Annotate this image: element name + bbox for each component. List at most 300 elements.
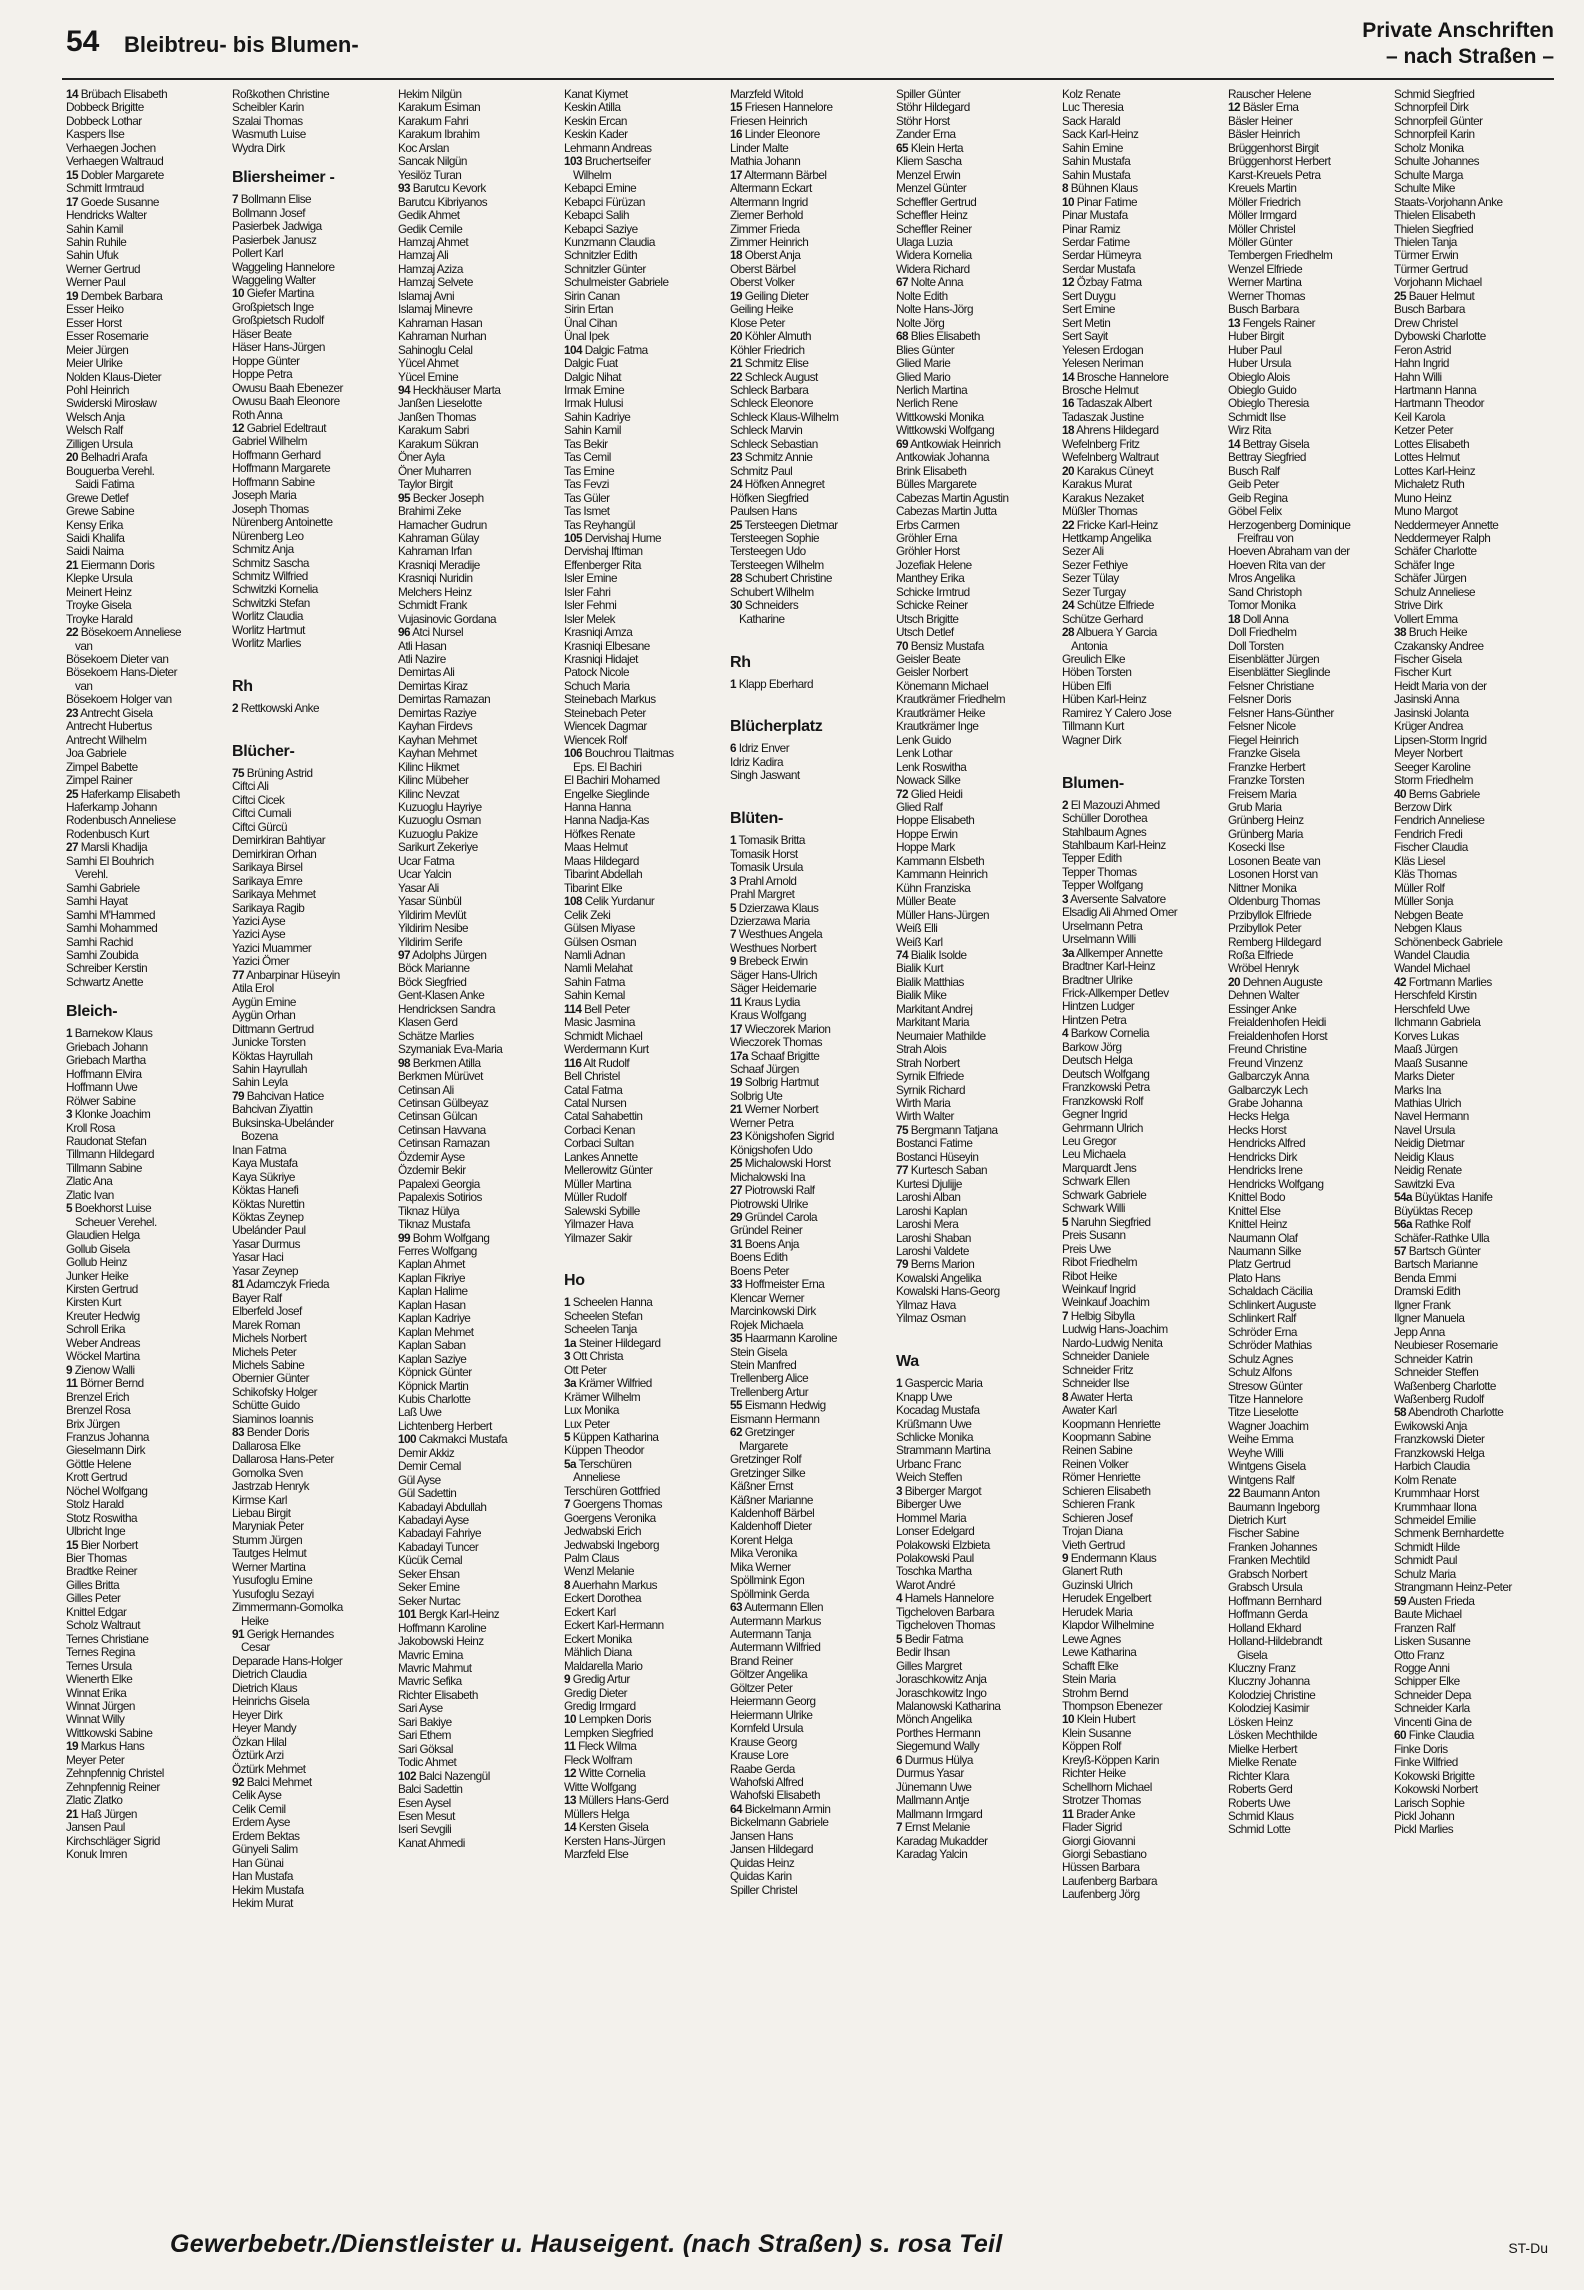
resident-entry: Weber Andreas <box>66 1335 140 1350</box>
resident-entry: 116 Alt Rudolf <box>564 1055 630 1070</box>
resident-entry: Utsch Brigitte <box>896 611 959 626</box>
resident-entry: Obieglo Guido <box>1228 382 1297 397</box>
house-number: 28 <box>1062 625 1075 640</box>
resident-entry: 55 Eismann Hedwig <box>730 1398 826 1413</box>
resident-entry: Schnorpfeil Dirk <box>1394 100 1469 115</box>
resident-entry: Brüggenhorst Herbert <box>1228 154 1331 169</box>
resident-entry: Kilinc Nevzat <box>398 786 460 801</box>
resident-entry: Storm Friedhelm <box>1394 773 1473 788</box>
resident-entry: Salewski Sybille <box>564 1203 640 1218</box>
resident-entry: Hoffmann Elvira <box>66 1066 142 1081</box>
resident-entry: Quidas Karin <box>730 1869 792 1884</box>
resident-entry: Demirkiran Bahtiyar <box>232 833 326 848</box>
resident-entry: Schneider Katrin <box>1394 1351 1473 1366</box>
resident-entry: 1 Klapp Eberhard <box>730 676 814 691</box>
resident-entry: Rodenbusch Anneliese <box>66 813 176 828</box>
house-number: 14 <box>1062 369 1075 384</box>
resident-entry: Holland Ekhard <box>1228 1620 1301 1635</box>
resident-entry: Hettkamp Angelika <box>1062 530 1152 545</box>
resident-entry: Schubert Wilhelm <box>730 584 814 599</box>
resident-entry: 99 Bohm Wolfgang <box>398 1230 490 1245</box>
resident-entry: Schneider Ilse <box>1062 1376 1130 1391</box>
resident-entry: Trellenberg Alice <box>730 1371 809 1386</box>
resident-entry: Welsch Ralf <box>66 423 123 438</box>
resident-entry: Joseph Maria <box>232 488 297 503</box>
resident-entry: Lottes Karl-Heinz <box>1394 463 1476 478</box>
resident-entry: Bialik Kurt <box>896 961 944 976</box>
resident-entry: Kersten Hans-Jürgen <box>564 1833 666 1848</box>
house-number: 17 <box>66 194 79 209</box>
resident-entry: Richter Elisabeth <box>398 1687 478 1702</box>
resident-entry: Bier Thomas <box>66 1551 127 1566</box>
resident-entry: Frick-Allkemper Detlev <box>1062 986 1169 1000</box>
resident-entry: Sirin Canan <box>564 288 620 303</box>
resident-entry: Waggeling Walter <box>232 272 316 287</box>
resident-entry: Marzfeld Else <box>564 1847 629 1861</box>
resident-entry: Biberger Uwe <box>896 1497 961 1512</box>
resident-entry: Isler Emine <box>564 571 617 586</box>
house-number: 1 <box>564 1295 571 1310</box>
house-number: 105 <box>564 530 583 545</box>
spacer <box>730 691 892 704</box>
house-number: 99 <box>398 1230 411 1245</box>
resident-entry: Sarikurt Zekeriye <box>398 840 478 855</box>
directory-column <box>896 88 1058 2208</box>
resident-entry: 79 Bahcivan Hatice <box>232 1088 324 1103</box>
resident-entry: Schellhorn Michael <box>1062 1779 1152 1794</box>
resident-entry: Laufenberg Barbara <box>1062 1873 1158 1888</box>
resident-entry: Franzke Gisela <box>1228 746 1300 761</box>
resident-entry: 91 Gerigk Hernandes <box>232 1627 334 1642</box>
house-number: 22 <box>66 625 79 640</box>
resident-entry: 13 Fengels Rainer <box>1228 315 1316 330</box>
resident-entry: Sarikaya Birsel <box>232 860 303 875</box>
house-number: 11 <box>730 994 742 1009</box>
resident-entry: Gedik Ahmet <box>398 208 460 223</box>
resident-entry: Tiknaz Hülya <box>398 1203 460 1218</box>
resident-entry: Dehnen Walter <box>1228 988 1300 1003</box>
resident-entry: Marquardt Jens <box>1062 1160 1137 1175</box>
resident-entry: Fischer Claudia <box>1394 840 1468 855</box>
resident-entry: Rauscher Helene <box>1228 88 1311 101</box>
resident-entry: 20 Belhadri Arafa <box>66 450 148 465</box>
resident-entry: Kaplan Kadriye <box>398 1311 471 1326</box>
resident-entry: Atli Nazire <box>398 652 446 667</box>
resident-entry: 22 Baumann Anton <box>1228 1486 1320 1501</box>
resident-entry: Weyhe Willi <box>1228 1445 1284 1460</box>
resident-entry: 3 Ott Christa <box>564 1349 624 1364</box>
resident-entry: Karakus Nezaket <box>1062 490 1144 505</box>
resident-entry: Terschüren Gottfried <box>564 1483 660 1498</box>
resident-entry: Cetinsan Gülbeyaz <box>398 1095 489 1110</box>
resident-entry: Michalowski Ina <box>730 1169 806 1184</box>
resident-entry: 101 Bergk Karl-Heinz <box>398 1607 500 1622</box>
resident-entry: Aygün Orhan <box>232 1008 296 1023</box>
resident-entry: Lottes Helmut <box>1394 450 1460 465</box>
resident-entry: Kolodziej Kasimir <box>1228 1701 1310 1716</box>
resident-entry: Lewe Katharina <box>1062 1645 1137 1660</box>
resident-entry-continuation: Margarete <box>739 1438 788 1453</box>
resident-entry: Laroshi Valdete <box>896 1243 969 1258</box>
resident-entry: Dalgic Fuat <box>564 356 618 371</box>
resident-entry: Dietrich Kurt <box>1228 1513 1286 1528</box>
house-number: 1 <box>730 833 737 848</box>
resident-entry: Han Günai <box>232 1855 284 1870</box>
resident-entry: Kolodziej Christine <box>1228 1687 1316 1702</box>
resident-entry: Hanna Hanna <box>564 800 631 815</box>
resident-entry: 57 Bartsch Günter <box>1394 1243 1481 1258</box>
resident-entry: Hoffmann Uwe <box>66 1080 138 1095</box>
resident-entry: Ünal Ipek <box>564 329 609 344</box>
resident-entry: Strammann Martina <box>896 1443 991 1458</box>
house-number: 21 <box>730 356 743 371</box>
resident-entry: Hendricks Dirk <box>1228 1149 1297 1164</box>
resident-entry: Türmer Erwin <box>1394 248 1459 263</box>
resident-entry: Doll Torsten <box>1228 638 1284 653</box>
resident-entry: 1 Barnekow Klaus <box>66 1026 153 1041</box>
resident-entry: Steinebach Markus <box>564 692 656 707</box>
resident-entry: Hintzen Ludger <box>1062 999 1135 1014</box>
resident-entry: Gollub Gisela <box>66 1241 130 1256</box>
resident-entry: Hamzaj Ahmet <box>398 234 469 249</box>
resident-entry: 58 Abendroth Charlotte <box>1394 1405 1504 1420</box>
resident-entry: Islamaj Avni <box>398 288 455 303</box>
house-number: 23 <box>730 450 743 465</box>
resident-entry: Strah Norbert <box>896 1055 960 1070</box>
resident-entry: Krause Lore <box>730 1748 789 1763</box>
resident-entry: Drew Christel <box>1394 315 1458 330</box>
resident-entry: Schmidt Frank <box>398 598 467 613</box>
house-number: 7 <box>232 192 239 207</box>
resident-entry: Greulich Elke <box>1062 652 1126 667</box>
resident-entry: Schäfer Inge <box>1394 557 1455 572</box>
resident-entry: Maas Helmut <box>564 840 628 855</box>
resident-entry: Müllers Helga <box>564 1806 629 1821</box>
resident-entry: Losonen Beate van <box>1228 853 1321 868</box>
house-number: 42 <box>1394 974 1407 989</box>
resident-entry: Kirchschläger Sigrid <box>66 1833 160 1848</box>
resident-entry: Kilinc Hikmet <box>398 759 460 774</box>
resident-entry: 21 Schmitz Elise <box>730 356 809 371</box>
resident-entry: Winnat Jürgen <box>66 1699 135 1714</box>
resident-entry: Yasar Durmus <box>232 1236 300 1251</box>
resident-entry: Stein Manfred <box>730 1357 797 1372</box>
resident-entry: Obieglo Theresia <box>1228 396 1309 411</box>
resident-entry: Tiknaz Mustafa <box>398 1217 470 1232</box>
resident-entry: Jansen Hans <box>730 1828 793 1843</box>
resident-entry: Ribot Friedhelm <box>1062 1255 1138 1270</box>
resident-entry: Pollert Karl <box>232 246 284 261</box>
resident-entry: 97 Adolphs Jürgen <box>398 948 487 962</box>
resident-entry: Polakowski Elzbieta <box>896 1537 990 1552</box>
resident-entry: 9 Endermann Klaus <box>1062 1551 1157 1566</box>
resident-entry: 12 Witte Cornelia <box>564 1766 646 1781</box>
resident-entry: Meyer Norbert <box>1394 746 1463 761</box>
resident-entry: Heiermann Georg <box>730 1694 816 1709</box>
resident-entry: Esser Rosemarie <box>66 329 149 344</box>
resident-entry: 22 Fricke Karl-Heinz <box>1062 517 1158 532</box>
house-number: 98 <box>398 1055 411 1070</box>
resident-entry: Wiencek Dagmar <box>564 719 647 734</box>
resident-entry: Kaplan Ahmet <box>398 1257 465 1272</box>
resident-entry: Hamacher Gudrun <box>398 517 487 532</box>
resident-entry: Müller Rolf <box>1394 880 1445 895</box>
resident-entry: Scholz Monika <box>1394 140 1464 155</box>
resident-entry: Atila Erol <box>232 981 274 996</box>
resident-entry: Nerlich Rene <box>896 396 958 411</box>
resident-entry: Öner Muharren <box>398 463 471 478</box>
resident-entry: Worlitz Marlies <box>232 636 301 651</box>
resident-entry: Öztürk Mehmet <box>232 1761 306 1776</box>
resident-entry: Krautkrämer Friedhelm <box>896 692 1006 707</box>
resident-entry: Schmidt Hilde <box>1394 1539 1460 1554</box>
resident-entry: Schäfer Charlotte <box>1394 544 1477 559</box>
resident-entry: Sancak Nilgün <box>398 154 467 169</box>
resident-entry: Mählich Diana <box>564 1645 632 1660</box>
resident-entry: Syrnik Richard <box>896 1082 966 1097</box>
resident-entry: Tersteegen Sophie <box>730 530 820 545</box>
resident-entry: Hommel Maria <box>896 1510 967 1525</box>
resident-entry: Wienerth Elke <box>66 1672 133 1687</box>
resident-entry: Knapp Uwe <box>896 1389 953 1404</box>
resident-entry: Trojan Diana <box>1062 1524 1123 1539</box>
resident-entry: Gehrmann Ulrich <box>1062 1120 1143 1135</box>
resident-entry: 15 Bier Norbert <box>66 1537 138 1552</box>
house-number: 3 <box>66 1107 73 1122</box>
resident-entry: Bülles Margarete <box>896 477 977 492</box>
resident-entry: Zimmer Frieda <box>730 221 800 236</box>
resident-entry: Wahofski Elisabeth <box>730 1788 820 1803</box>
house-number: 3a <box>1062 945 1075 960</box>
resident-entry: Schieren Elisabeth <box>1062 1483 1151 1498</box>
resident-entry: Ternes Regina <box>66 1645 135 1660</box>
resident-entry: 21 Haß Jürgen <box>66 1806 137 1821</box>
house-number: 70 <box>896 638 909 653</box>
resident-entry: Stein Gisela <box>730 1344 788 1359</box>
resident-entry: 33 Hoffmeister Erna <box>730 1277 825 1292</box>
house-number: 68 <box>896 329 909 344</box>
resident-entry: Owusu Baah Eleonore <box>232 394 340 409</box>
resident-entry: Mathia Johann <box>730 154 801 169</box>
resident-entry: Glied Mario <box>896 369 951 384</box>
resident-entry: 75 Brüning Astrid <box>232 766 313 781</box>
resident-entry: Sack Harald <box>1062 113 1121 128</box>
resident-entry: Tibarint Abdellah <box>564 867 643 882</box>
resident-entry: Malanowski Katharina <box>896 1699 1001 1714</box>
resident-entry: Stöhr Hildegard <box>896 100 970 115</box>
resident-entry: Hüssen Barbara <box>1062 1860 1140 1875</box>
house-number: 5 <box>896 1631 903 1646</box>
resident-entry: Köhler Friedrich <box>730 342 805 357</box>
resident-entry: Porthes Hermann <box>896 1725 981 1740</box>
resident-entry: Pickl Johann <box>1394 1809 1455 1823</box>
resident-entry: Kuzuoglu Pakize <box>398 826 478 841</box>
resident-entry: Felsner Christiane <box>1228 678 1314 693</box>
resident-entry: Eisenblätter Jürgen <box>1228 652 1320 667</box>
resident-entry: Schmitz Sascha <box>232 555 309 570</box>
resident-entry: Baute Michael <box>1394 1607 1462 1622</box>
resident-entry: Sahin Kemal <box>564 988 625 1003</box>
resident-entry: 3a Allkemper Annette <box>1062 945 1163 960</box>
resident-entry: Saidi Khalifa <box>66 530 125 545</box>
resident-entry: Yilmaz Hava <box>896 1297 956 1312</box>
house-number: 20 <box>66 450 79 465</box>
resident-entry: Herschfeld Kirstin <box>1394 988 1477 1003</box>
resident-entry: Janßen Lieselotte <box>398 396 482 411</box>
resident-entry: Franzkowski Helga <box>1394 1445 1485 1460</box>
resident-entry: Kayhan Firdevs <box>398 719 473 734</box>
directory-column <box>232 88 394 2208</box>
resident-entry: Corbaci Kenan <box>564 1122 635 1137</box>
house-number: 18 <box>730 248 743 263</box>
resident-entry: Tomor Monika <box>1228 598 1296 613</box>
resident-entry: 3 Biberger Margot <box>896 1483 982 1498</box>
resident-entry: Linder Malte <box>730 140 789 155</box>
resident-entry: Gilles Peter <box>66 1591 121 1606</box>
resident-entry: Kaldenhoff Dieter <box>730 1519 812 1534</box>
resident-entry: Laufenberg Jörg <box>1062 1887 1140 1902</box>
resident-entry: Heyer Mandy <box>232 1721 297 1736</box>
resident-entry-continuation: Cesar <box>241 1640 270 1655</box>
resident-entry: Huber Birgit <box>1228 329 1284 344</box>
resident-entry: Schröder Erna <box>1228 1324 1297 1339</box>
resident-entry: Gül Ayse <box>398 1472 441 1487</box>
resident-entry: Navel Ursula <box>1394 1122 1455 1137</box>
resident-entry: Guzinski Ulrich <box>1062 1577 1133 1592</box>
resident-entry: Barkow Jörg <box>1062 1039 1122 1054</box>
resident-entry: Quidas Heinz <box>730 1855 795 1870</box>
resident-entry: Busch Ralf <box>1228 463 1280 478</box>
resident-entry: Tibarint Elke <box>564 880 622 895</box>
resident-entry: Stöhr Horst <box>896 113 950 128</box>
resident-entry: 25 Tersteegen Dietmar <box>730 517 838 532</box>
resident-entry: Marks Ina <box>1394 1082 1441 1097</box>
resident-entry: Demirkiran Orhan <box>232 846 317 861</box>
house-number: 20 <box>730 329 743 344</box>
resident-entry: Müller Hans-Jürgen <box>896 907 990 922</box>
resident-entry: Giorgi Giovanni <box>1062 1833 1136 1848</box>
resident-entry: 21 Werner Norbert <box>730 1102 819 1117</box>
resident-entry: Kayhan Mehmet <box>398 746 477 761</box>
resident-entry: Dallarosa Elke <box>232 1438 301 1453</box>
resident-entry: Özdemir Bekir <box>398 1163 466 1178</box>
resident-entry: Ternes Ursula <box>66 1658 132 1673</box>
resident-entry: Gieselmann Dirk <box>66 1443 145 1458</box>
resident-entry: Weiß Elli <box>896 921 938 936</box>
house-number: 92 <box>232 1775 245 1790</box>
resident-entry: Taylor Birgit <box>398 477 453 492</box>
house-number: 7 <box>730 927 737 942</box>
resident-entry: Autermann Wilfried <box>730 1640 821 1655</box>
resident-entry: Kaplan Mehmet <box>398 1324 474 1339</box>
house-number: 11 <box>564 1739 576 1754</box>
resident-entry: Wasmuth Luise <box>232 127 306 142</box>
resident-entry: Bösekoem Hans-Dieter <box>66 665 177 680</box>
resident-entry-continuation: van <box>75 638 93 653</box>
house-number: 8 <box>1062 181 1069 196</box>
resident-entry: Stahlbaum Agnes <box>1062 824 1147 839</box>
resident-entry: Pinar Ramiz <box>1062 221 1121 236</box>
house-number: 22 <box>1062 517 1075 532</box>
house-number: 25 <box>66 786 79 801</box>
resident-entry: Strive Dirk <box>1394 598 1443 613</box>
resident-entry: Jozefiak Helene <box>896 557 972 572</box>
resident-entry: 98 Berkmen Atilla <box>398 1055 481 1070</box>
resident-entry: Lux Monika <box>564 1403 619 1418</box>
resident-entry: Köppen Rolf <box>1062 1739 1121 1754</box>
resident-entry: Schulz Alfons <box>1228 1365 1292 1380</box>
resident-entry: Nerlich Martina <box>896 382 968 397</box>
resident-entry: Galbarczyk Anna <box>1228 1069 1309 1084</box>
house-number: 104 <box>564 342 583 357</box>
resident-entry: Yücel Emine <box>398 369 459 384</box>
resident-entry: 14 Bettray Gisela <box>1228 436 1310 451</box>
resident-entry: 100 Cakmakci Mustafa <box>398 1432 507 1447</box>
resident-entry: Gredig Irmgard <box>564 1699 636 1714</box>
house-number: 63 <box>730 1600 743 1615</box>
resident-entry: 7 Helbig Sibylla <box>1062 1308 1135 1323</box>
resident-entry: Neidig Dietmar <box>1394 1136 1465 1151</box>
resident-entry: Kolm Renate <box>1394 1472 1457 1487</box>
resident-entry: 54a Büyüktas Hanife <box>1394 1190 1493 1205</box>
resident-entry: Naumann Olaf <box>1228 1230 1298 1245</box>
resident-entry: Felsner Hans-Günther <box>1228 705 1334 720</box>
resident-entry: Tas Bekir <box>564 436 608 451</box>
resident-entry: Fendrich Anneliese <box>1394 813 1485 828</box>
resident-entry: Kuzuoglu Osman <box>398 813 481 828</box>
resident-entry: Schieren Frank <box>1062 1497 1135 1512</box>
resident-entry: Pasierbek Janusz <box>232 232 317 247</box>
resident-entry: Kowalski Angelika <box>896 1270 982 1285</box>
section-title-line-2: – nach Straßen – <box>1385 45 1554 68</box>
resident-entry: Sahin Kamil <box>66 221 123 236</box>
house-number: 18 <box>1228 611 1241 626</box>
resident-entry: Neddermeyer Annette <box>1394 517 1499 532</box>
house-number: 10 <box>1062 1712 1075 1727</box>
house-number: 59 <box>1394 1593 1407 1608</box>
house-number: 9 <box>730 954 737 969</box>
resident-entry: Ünal Cihan <box>564 315 617 330</box>
resident-entry: Strohm Bernd <box>1062 1685 1129 1700</box>
resident-entry: Esser Heiko <box>66 302 124 317</box>
resident-entry: Schwark Gabriele <box>1062 1187 1147 1202</box>
resident-entry: Corbaci Sultan <box>564 1136 634 1151</box>
resident-entry: Schieren Josef <box>1062 1510 1133 1525</box>
house-number: 33 <box>730 1277 743 1292</box>
resident-entry: Lenk Guido <box>896 732 951 747</box>
house-number: 12 <box>1228 100 1241 115</box>
resident-entry: Grünberg Heinz <box>1228 813 1304 828</box>
resident-entry: Kraus Wolfgang <box>730 1008 807 1023</box>
resident-entry: 22 Bösekoem Anneliese <box>66 625 182 640</box>
resident-entry: Scheffler Heinz <box>896 208 968 223</box>
house-number: 55 <box>730 1398 743 1413</box>
resident-entry: Autermann Tanja <box>730 1627 811 1642</box>
resident-entry: Nardo-Ludwig Nenita <box>1062 1335 1163 1350</box>
resident-entry: 5 Dzierzawa Klaus <box>730 900 819 915</box>
resident-entry: Wieczorek Thomas <box>730 1035 822 1050</box>
resident-entry: Klose Peter <box>730 315 785 330</box>
resident-entry: Ciftci Gürcü <box>232 819 288 834</box>
resident-entry: Demirtas Ramazan <box>398 692 491 707</box>
street-heading: Bleich- <box>66 1003 118 1021</box>
resident-entry: Laroshi Shaban <box>896 1230 971 1245</box>
resident-entry: Oldenburg Thomas <box>1228 894 1320 909</box>
resident-entry: 5 Boekhorst Luise <box>66 1201 152 1216</box>
resident-entry: Pohl Heinrich <box>66 382 130 397</box>
resident-entry: Gegner Ingrid <box>1062 1107 1127 1122</box>
resident-entry: 69 Antkowiak Heinrich <box>896 436 1001 451</box>
